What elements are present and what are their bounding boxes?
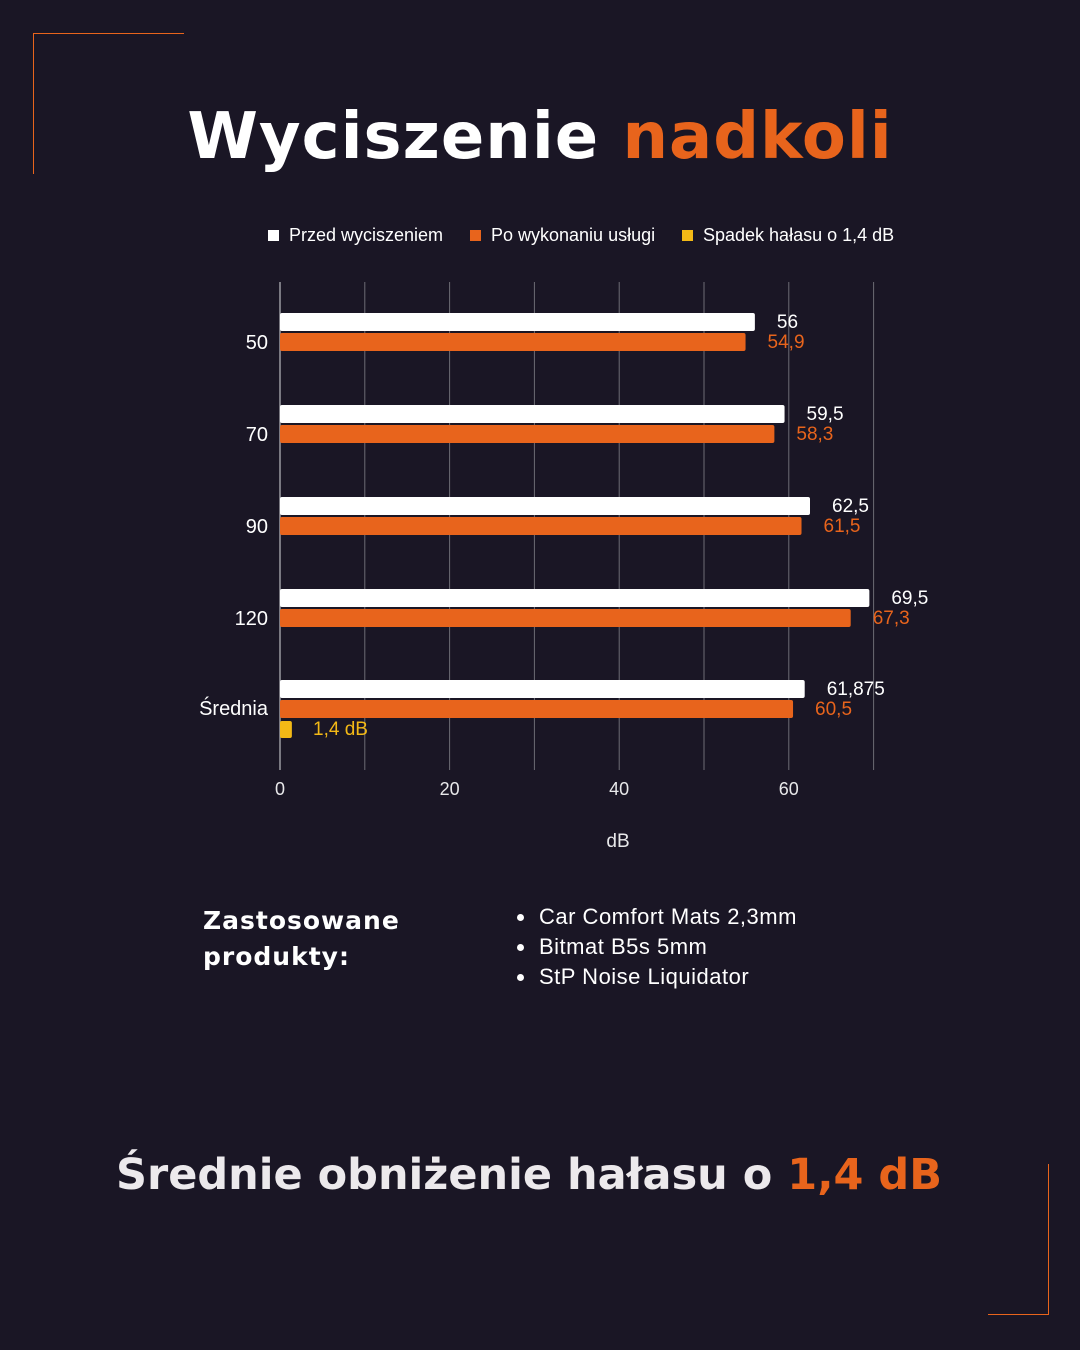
- summary-line: [0, 1150, 1058, 1200]
- category-label: 70: [245, 424, 268, 446]
- title-part-accent: nadkoli: [622, 100, 893, 174]
- product-item: Bitmat B5s 5mm: [517, 932, 797, 962]
- x-tick-label: 20: [439, 779, 460, 799]
- data-label: 62,5: [832, 496, 869, 517]
- bar-after: [280, 700, 793, 718]
- category-label: 90: [245, 516, 268, 538]
- data-label: 60,5: [815, 699, 853, 720]
- data-label: 1,4 dB: [313, 719, 368, 740]
- summary-text: Średnie obniżenie hałasu o: [116, 1150, 773, 1200]
- bar-before: [280, 313, 755, 331]
- legend-swatch: [470, 230, 481, 241]
- legend-label: Spadek hałasu o 1,4 dB: [703, 225, 895, 245]
- bar-after: [280, 425, 774, 443]
- data-label: 61,875: [826, 679, 885, 700]
- products-heading-line1: Zastosowane: [203, 906, 400, 935]
- x-tick-label: 40: [609, 779, 630, 799]
- bar-drop: [280, 721, 292, 738]
- bar-before: [280, 497, 810, 515]
- data-label: 58,3: [796, 424, 834, 445]
- bar-before: [280, 680, 805, 698]
- category-label: 120: [234, 608, 268, 630]
- bar-after: [280, 517, 802, 535]
- data-label: 69,5: [891, 588, 929, 609]
- data-label: 59,5: [806, 404, 844, 425]
- product-item: Car Comfort Mats 2,3mm: [517, 902, 797, 932]
- data-label: 61,5: [823, 516, 861, 537]
- products-list: [517, 902, 797, 992]
- product-item: StP Noise Liquidator: [517, 962, 797, 992]
- x-tick-label: 0: [274, 779, 286, 799]
- data-label: 54,9: [767, 332, 805, 353]
- category-label: 50: [245, 332, 268, 354]
- x-tick-label: 60: [778, 779, 799, 799]
- bar-before: [280, 405, 785, 423]
- x-axis-title: dB: [606, 831, 630, 852]
- products-heading: [203, 903, 400, 975]
- data-label: 67,3: [872, 608, 910, 629]
- legend-label: Po wykonaniu usługi: [491, 225, 656, 245]
- legend-swatch: [682, 230, 693, 241]
- legend-swatch: [268, 230, 279, 241]
- bar-after: [280, 333, 746, 351]
- bar-before: [280, 589, 869, 607]
- bar-after: [280, 609, 851, 627]
- category-label: Średnia: [199, 698, 268, 720]
- legend-label: Przed wyciszeniem: [289, 225, 444, 245]
- data-label: 56: [776, 312, 799, 333]
- products-heading-line2: produkty:: [203, 942, 350, 971]
- summary-value: 1,4 dB: [787, 1150, 942, 1200]
- title-part-white: Wyciszenie: [187, 100, 600, 174]
